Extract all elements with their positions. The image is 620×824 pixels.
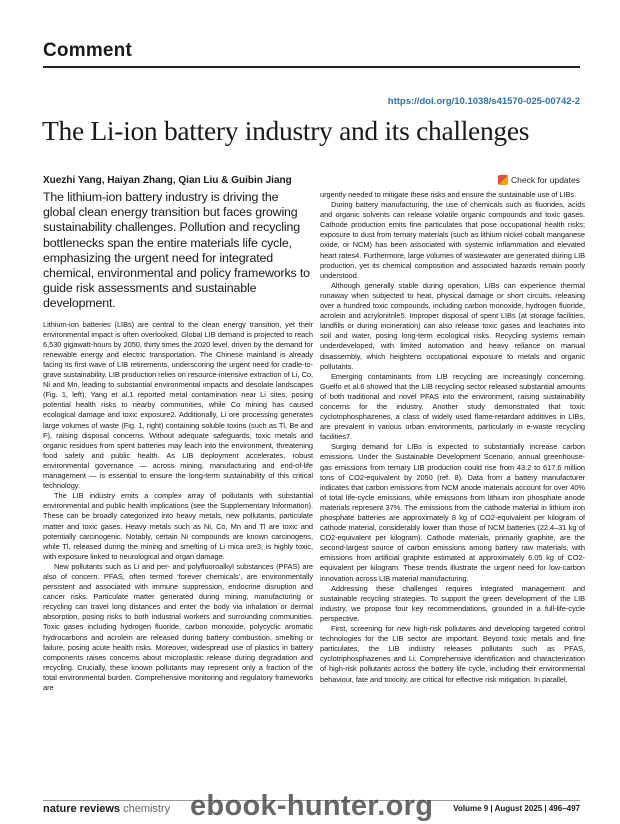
paragraph: Addressing these challenges requires integrated management and sustainable recycling strategies. To support the green development of the LIB industry, we propose four key recommendations, grounded in a full-life-cycle perspective. [320, 583, 585, 623]
right-column [320, 190, 585, 685]
article-title: The Li-ion battery industry and its challenges [42, 115, 530, 146]
check-updates-button[interactable] [498, 175, 580, 185]
left-column [43, 190, 313, 693]
section-label: Comment [43, 40, 133, 61]
check-updates-label: Check for updates [511, 175, 580, 185]
journal-name-bold: nature reviews [43, 803, 124, 815]
paragraph: During battery manufacturing, the use of chemicals such as fluorides, acids and organic solvents can release volatile organic compounds and toxic gases. Cathode production emits fine particulates that pose occupational health risks; exposure to dust from ternary materials (such as lithium nickel cobalt manganese oxide, or NCM) has been associated with systemic inflammation and elevated heart rates4. Furthermore, large volumes of wastewater are generated during LIB production, yet its chemical composition and associated hazards remain poorly understood. [320, 200, 585, 280]
footer-rule [43, 800, 580, 801]
paragraph: New pollutants such as Li and per- and polyfluoroalkyl substances (PFAS) are also of concern. PFAS, often termed ‘forever chemicals’, are environmentally persistent and associated with immune suppression, endocrine disruption and cancer risks. Particulate matter generated during mining, manufacturing or recycling can travel long distances and enter the body via inhalation or dermal absorption, posing risks to both industrial workers and surrounding communities. Toxic gases including hydrogen fluoride, carbon monoxide, polycyclic aromatic hydrocarbons and acrolein are released during battery combustion, smelting or failure, posing acute health risks. Moreover, widespread use of plastics in battery components raises concerns about microplastic release during degradation and recycling. Crucially, these known pollutants may represent only a fraction of the total environmental burden. Comprehensive monitoring and regulatory frameworks are [43, 561, 313, 692]
paragraph: Surging demand for LIBs is expected to substantially increase carbon emissions. Under the Sustainable Development Scenario, annual greenhouse-gas emissions from ternary LIB production could rise from 43.2 to 617.6 million tons of CO2-equivalent by 2050 (ref. 8). Data from a battery manufacturer indicates that carbon emissions from NCM anode materials account for over 40% of total life-cycle emissions, while emissions from lithium iron phosphate anode materials represent 37%. The emissions from the cathode material in lithium iron phosphate batteries are approximately 8 kg of CO2-equivalent per kilogram of cathode material, considerably lower than those of NCM batteries (22.4–31 kg of CO2-equivalent per kilogram). Cathode materials, primarily graphite, are the second-largest source of carbon emissions among battery raw materials, with emissions from artificial graphite estimated at approximately 6.05 kg of CO2-equivalent per kilogram. These trends illustrate the urgent need for low-carbon innovation across LIB material manufacturing. [320, 442, 585, 583]
paragraph: Emerging contaminants from LIB recycling are increasingly concerning. Guelfo et al.6 showed that the LIB recycling sector released substantial amounts of both traditional and novel PFAS into the environment, raising sustainability concerns for the industry. Another study demonstrated that toxic cyclotriphosphazenes, a class of widely used flame-retardant additives in LIBs, are prevalent in various urban environments, particularly in e-waste recycling facilities7. [320, 371, 585, 442]
header-rule [43, 66, 580, 68]
crossmark-icon [498, 175, 508, 185]
doi-link[interactable]: https://doi.org/10.1038/s41570-025-00742-2 [387, 96, 580, 107]
journal-name-light: chemistry [123, 803, 171, 815]
paragraph: First, screening for new high-risk pollutants and developing targeted control technologies for the LIB sector are important. Beyond toxic metals and fine particulates, the LIB industry releases pollutants such as PFAS, cyclotriphosphazenes and Li. Comprehensive identification and characterization of high-risk pollutants across the battery life cycle, including their environmental behaviour, fate and toxicity, are critical for effective risk mitigation. In parallel, [320, 624, 585, 684]
paragraph: Lithium-ion batteries (LIBs) are central to the clean energy transition, yet their environmental impact is often overlooked. Global LIB demand is projected to reach 6,530 gigawatt-hours by 2050, thirty times the 2020 level, driven by the demand for renewable energy and electric transportation. The Chinese mainland is already facing its first wave of LIB retirements, underscoring the urgent need for cradle-to-grave sustainability. LIB production relies on resource-intensive extraction of Li, Co, Ni and Mn, leading to substantial environmental impacts and desolate landscapes (Fig. 1, left). Yang et al.1 reported metal contamination near Li sites, posing potential health risks to nearby communities, while Co mining has caused ecological damage and toxic exposure2. Additionally, Li ore processing generates large volumes of waste (Fig. 1, right) containing soluble toxins (such as Tl, Be and F), raising disposal concerns. Without adequate safeguards, toxic metals and organic residues from spent batteries may leach into the environment, threatening food safety and public health. As LIB deployment accelerates, robust environmental governance — across mining, manufacturing and end-of-life management — is essential to ensure the long-term sustainability of this critical technology. [43, 319, 313, 491]
paragraph: Although generally stable during operation, LIBs can experience thermal runaway when subjected to heat, physical damage or short circuits, releasing over a hundred toxic compounds, including carbon monoxide, hydrogen fluoride, acrolein and acrylonitrile5. Improper disposal of spent LIBs (at storage facilities, landfills or during incineration) can also release toxic gases and leachates into soil and water, posing long-term ecological risks. Recycling systems remain underdeveloped, with limited automation and heavy reliance on manual disassembly, which heightens occupational exposure to metals and organic pollutants. [320, 280, 585, 371]
author-list: Xuezhi Yang, Haiyan Zhang, Qian Liu & Guibin Jiang [43, 175, 292, 186]
standfirst: The lithium-ion battery industry is driving the global clean energy transition but faces growing sustainability challenges. Pollution and recycling bottlenecks span the entire materials life cycle, emphasizing the urgent need for integrated chemical, environmental and policy frameworks to guide risk assessments and sustainable development. [43, 190, 310, 311]
watermark: ebook-hunter.org [190, 790, 434, 822]
volume-info: Volume 9 | August 2025 | 496–497 [453, 804, 580, 813]
journal-name [43, 803, 170, 815]
paragraph: urgently needed to mitigate these risks and ensure the sustainable use of LIBs. [320, 190, 577, 199]
paragraph: The LIB industry emits a complex array of pollutants with substantial environmental and public health implications (see the Supplementary Information). These can be broadly categorized into heavy metals, new pollutants, particulate matter and toxic gases. Heavy metals such as Ni, Co, Mn and Tl are toxic and potentially carcinogenic. Notably, certain Ni compounds are known carcinogens, while Tl, released during the mining and smelting of Li mica ore3, is highly toxic, with exposure linked to neurological and organ damage. [43, 491, 313, 561]
